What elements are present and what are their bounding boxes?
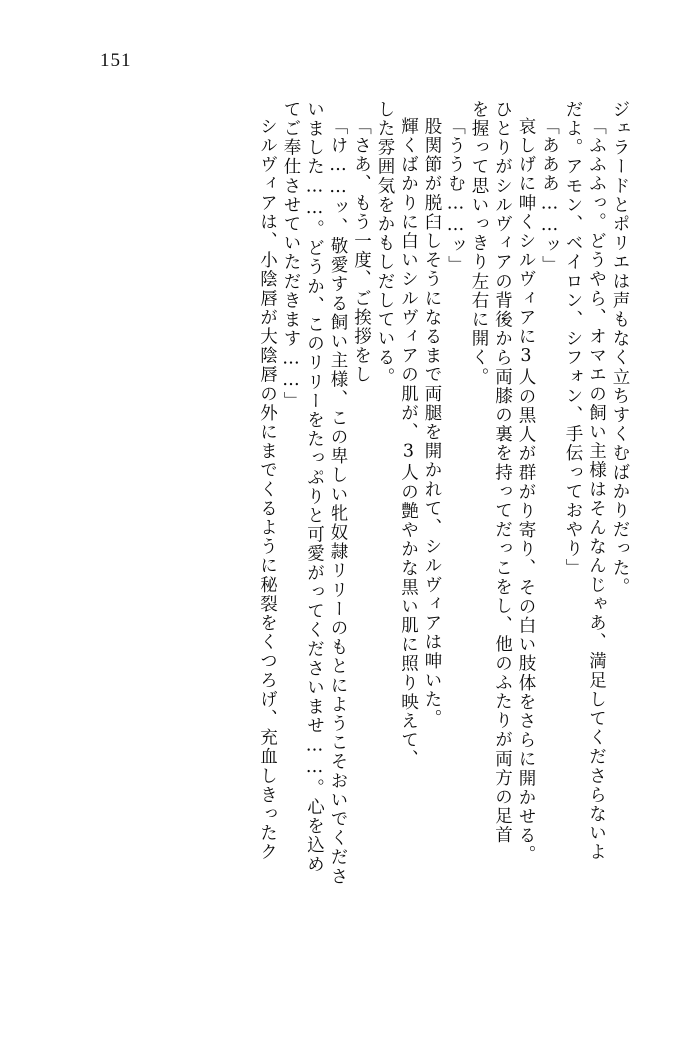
page-text-body — [68, 100, 628, 980]
text-column: いました……。どうか、このリリーをたっぷりと可愛がってくださいませ……。心を込め — [304, 100, 325, 874]
text-column: 哀しげに呻くシルヴィアに3人の黒人が群がり寄り、その白い肢体をさらに開かせる。 — [516, 117, 536, 865]
text-column: てご奉仕させていただきます……」 — [281, 100, 301, 411]
text-column: を握って思いっきり左右に開く。 — [469, 100, 489, 387]
text-column: ジェラードとポリエは声もなく立ちすくむばかりだった。 — [610, 100, 630, 597]
text-column: 股関節が脱臼しそうになるまで両腿を開かれて、シルヴィアは呻いた。 — [422, 117, 442, 729]
text-column: 「ふふふっ。どうやら、オマエの飼い主様はそんなんじゃあ、満足してくださらないよ — [586, 117, 607, 862]
text-column: 輝くばかりに白いシルヴィアの肌が、3人の艶やかな黒い肌に照り映えて、 — [398, 117, 419, 769]
text-column: シルヴィアは、小陰唇が大陰唇の外にまでくるように秘裂をくつろげ、充血しきったク — [257, 117, 278, 862]
text-column: 「け……ッ、敬愛する飼い主様、この卑しい牝奴隷リリーのもとにようこそおいでくださ — [328, 117, 348, 886]
text-column: 「ううむ……ッ」 — [445, 117, 466, 275]
text-column: 「さあ、もう一度、ご挨拶をし — [351, 117, 372, 385]
page-number: 151 — [100, 50, 132, 71]
text-column: した雰囲気をかもしだしている。 — [375, 100, 395, 387]
text-column: ひとりがシルヴィアの背後から両膝の裏を持ってだっこをし、他のふたりが両方の足首 — [492, 100, 513, 845]
text-column: だよ。アモン、ベイロン、シフォン、手伝っておやり」 — [563, 100, 583, 578]
text-column: 「あああ……ッ」 — [539, 117, 560, 275]
